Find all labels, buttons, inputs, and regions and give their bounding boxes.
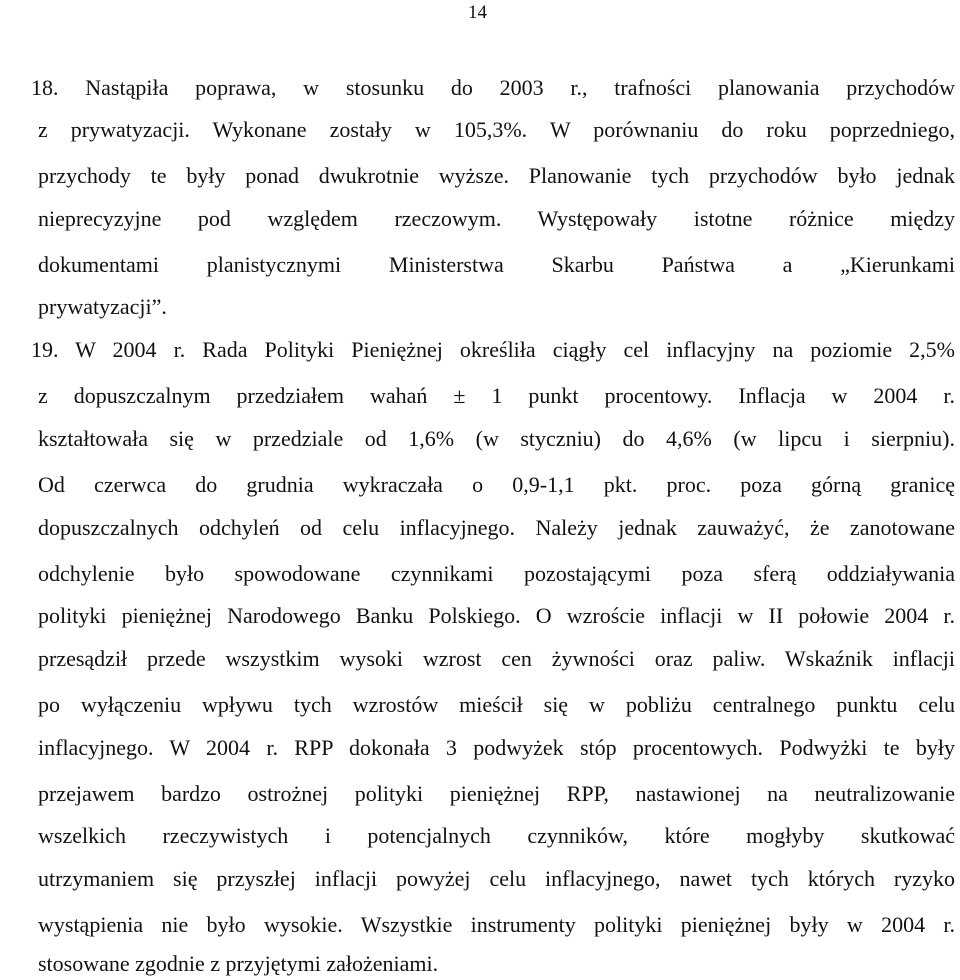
text-line: wszelkich rzeczywistych i potencjalnych czynników, które mogłyby skutkować	[38, 823, 955, 848]
text-line: prywatyzacji”.	[38, 294, 167, 319]
text-line: Od czerwca do grudnia wykraczała o 0,9-1,1 pkt. proc. poza górną granicę	[38, 472, 955, 497]
text-line: przychody te były ponad dwukrotnie wyższe. Planowanie tych przychodów było jednak	[38, 163, 955, 188]
text-line: dopuszczalnych odchyleń od celu inflacyjnego. Należy jednak zauważyć, że zanotowane	[38, 515, 955, 540]
text-line: z dopuszczalnym przedziałem wahań ± 1 punkt procentowy. Inflacja w 2004 r.	[38, 383, 955, 408]
text-line: po wyłączeniu wpływu tych wzrostów mieścił się w pobliżu centralnego punktu celu	[38, 692, 955, 717]
page-number: 14	[468, 2, 487, 23]
text-line: stosowane zgodnie z przyjętymi założeniami.	[38, 951, 439, 976]
text-line: 18. Nastąpiła poprawa, w stosunku do 2003 r., trafności planowania przychodów	[31, 75, 955, 100]
text-line: utrzymaniem się przyszłej inflacji powyżej celu inflacyjnego, nawet tych których ryzyko	[38, 866, 955, 891]
text-line: przesądził przede wszystkim wysoki wzrost cen żywności oraz paliw. Wskaźnik inflacji	[38, 646, 955, 671]
text-line: inflacyjnego. W 2004 r. RPP dokonała 3 podwyżek stóp procentowych. Podwyżki te były	[38, 735, 955, 760]
text-line: 19. W 2004 r. Rada Polityki Pieniężnej określiła ciągły cel inflacyjny na poziomie 2,5%	[31, 337, 955, 362]
text-line: polityki pieniężnej Narodowego Banku Polskiego. O wzroście inflacji w II połowie 2004 r.	[38, 603, 955, 628]
text-line: odchylenie było spowodowane czynnikami pozostającymi poza sferą oddziaływania	[38, 561, 955, 586]
text-line: wystąpienia nie było wysokie. Wszystkie instrumenty polityki pieniężnej były w 2004 r.	[38, 912, 955, 937]
text-line: nieprecyzyjne pod względem rzeczowym. Występowały istotne różnice między	[38, 206, 955, 231]
text-line: kształtowała się w przedziale od 1,6% (w styczniu) do 4,6% (w lipcu i sierpniu).	[38, 426, 955, 451]
text-line: z prywatyzacji. Wykonane zostały w 105,3%. W porównaniu do roku poprzedniego,	[38, 117, 955, 142]
text-line: dokumentami planistycznymi Ministerstwa Skarbu Państwa a „Kierunkami	[38, 252, 955, 277]
text-line: przejawem bardzo ostrożnej polityki pieniężnej RPP, nastawionej na neutralizowanie	[38, 781, 955, 806]
